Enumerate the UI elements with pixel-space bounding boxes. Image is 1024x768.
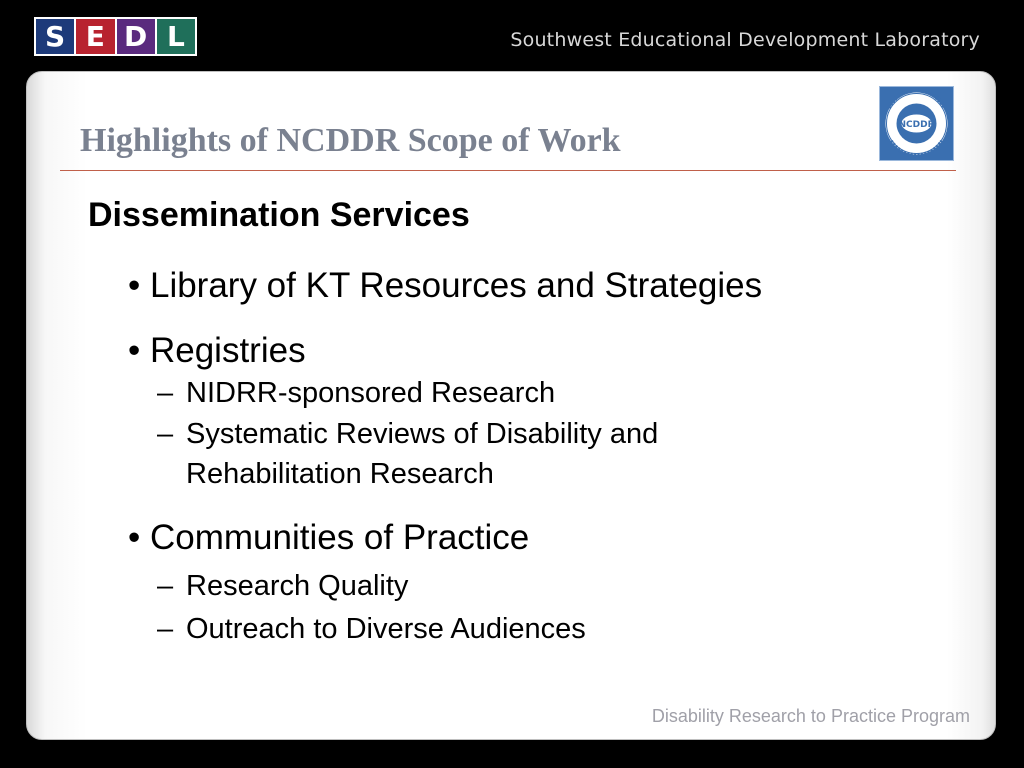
dash-marker: – (157, 377, 174, 409)
sedl-logo-letter-e: E (76, 19, 114, 54)
subitem-systematic-reviews (157, 418, 658, 451)
organization-name: Southwest Educational Development Laboratory (510, 29, 980, 51)
sedl-logo (34, 17, 197, 56)
sedl-logo-letter-d: D (117, 19, 155, 54)
subitem-text: Rehabilitation Research (186, 458, 494, 490)
bullet-communities: • Communities of Practice (128, 518, 530, 557)
dash-marker: – (157, 613, 174, 645)
sedl-logo-letter-l: L (157, 19, 195, 54)
dash-marker: – (157, 570, 174, 602)
section-heading: Dissemination Services (88, 196, 470, 234)
subitem-text: Outreach to Diverse Audiences (186, 613, 586, 645)
subitem-text: Systematic Reviews of Disability and (186, 418, 659, 450)
svg-text:NCDDR: NCDDR (898, 120, 935, 130)
title-divider (60, 170, 956, 171)
bullet-library: • Library of KT Resources and Strategies (128, 266, 763, 305)
subitem-nidrr-research (157, 377, 555, 410)
subitem-text: NIDRR-sponsored Research (186, 377, 556, 409)
subitem-outreach (157, 613, 586, 646)
footer-program-name: Disability Research to Practice Program (651, 706, 970, 726)
subitem-text: Research Quality (186, 570, 409, 602)
subitem-research-quality (157, 570, 408, 603)
sedl-logo-letter-s: S (36, 19, 74, 54)
subitem-systematic-reviews-cont (157, 458, 494, 491)
dash-marker: – (157, 418, 174, 450)
bullet-registries: • Registries (128, 331, 306, 370)
ncddr-logo (879, 86, 954, 161)
slide-title: Highlights of NCDDR Scope of Work (80, 122, 621, 159)
